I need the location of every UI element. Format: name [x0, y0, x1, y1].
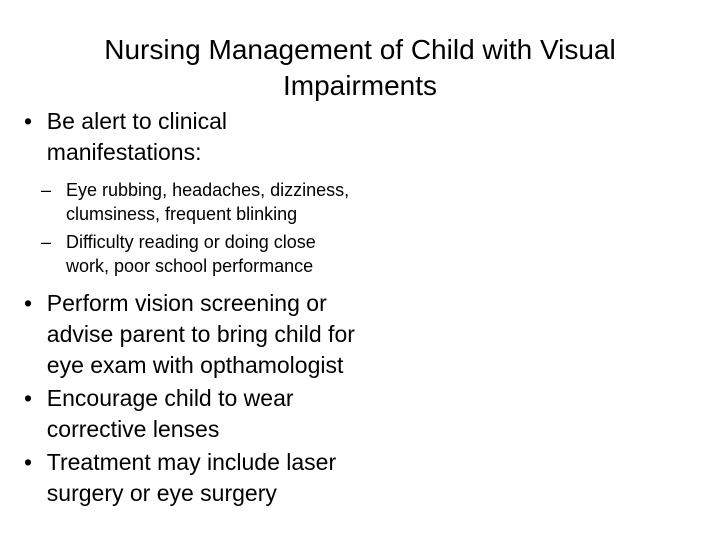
sub-bullet-text: Eye rubbing, headaches, dizziness,	[66, 180, 350, 200]
bullet-text-line	[34, 106, 404, 137]
bullet-item-clinical-manifestations	[24, 106, 404, 168]
bullet-marker: •	[24, 449, 33, 475]
slide-title	[40, 32, 680, 104]
sub-bullet-text: Difficulty reading or doing close	[66, 232, 316, 252]
bullet-marker: •	[24, 385, 33, 411]
bullet-text: surgery or eye surgery	[46, 480, 277, 506]
sub-bullet-item-reading	[24, 230, 404, 278]
bullet-text: Be alert to clinical	[46, 108, 228, 134]
bullet-text: manifestations:	[46, 139, 202, 165]
bullet-text: corrective lenses	[46, 416, 220, 442]
slide-title-line-1: Nursing Management of Child with Visual	[104, 34, 616, 65]
bullet-text: advise parent to bring child for	[46, 321, 355, 347]
sub-bullet-list	[24, 178, 404, 278]
bullet-marker: •	[24, 290, 33, 316]
dash-marker: –	[41, 180, 52, 200]
bullet-text-line	[34, 137, 404, 168]
sub-bullet-text: clumsiness, frequent blinking	[66, 204, 298, 224]
bullet-text: Treatment may include laser	[46, 449, 337, 475]
sub-bullet-item-symptoms	[24, 178, 404, 226]
bullet-text: Perform vision screening or	[46, 290, 327, 316]
sub-bullet-text: work, poor school performance	[66, 256, 314, 276]
bullet-list	[24, 106, 404, 511]
bullet-item-corrective-lenses	[24, 383, 404, 445]
bullet-text: eye exam with opthamologist	[46, 352, 344, 378]
slide-title-line-2: Impairments	[282, 70, 438, 101]
bullet-text: Encourage child to wear	[46, 385, 294, 411]
dash-marker: –	[41, 232, 52, 252]
bullet-item-vision-screening	[24, 288, 404, 381]
bullet-marker: •	[24, 108, 33, 134]
bullet-item-treatment	[24, 447, 404, 509]
